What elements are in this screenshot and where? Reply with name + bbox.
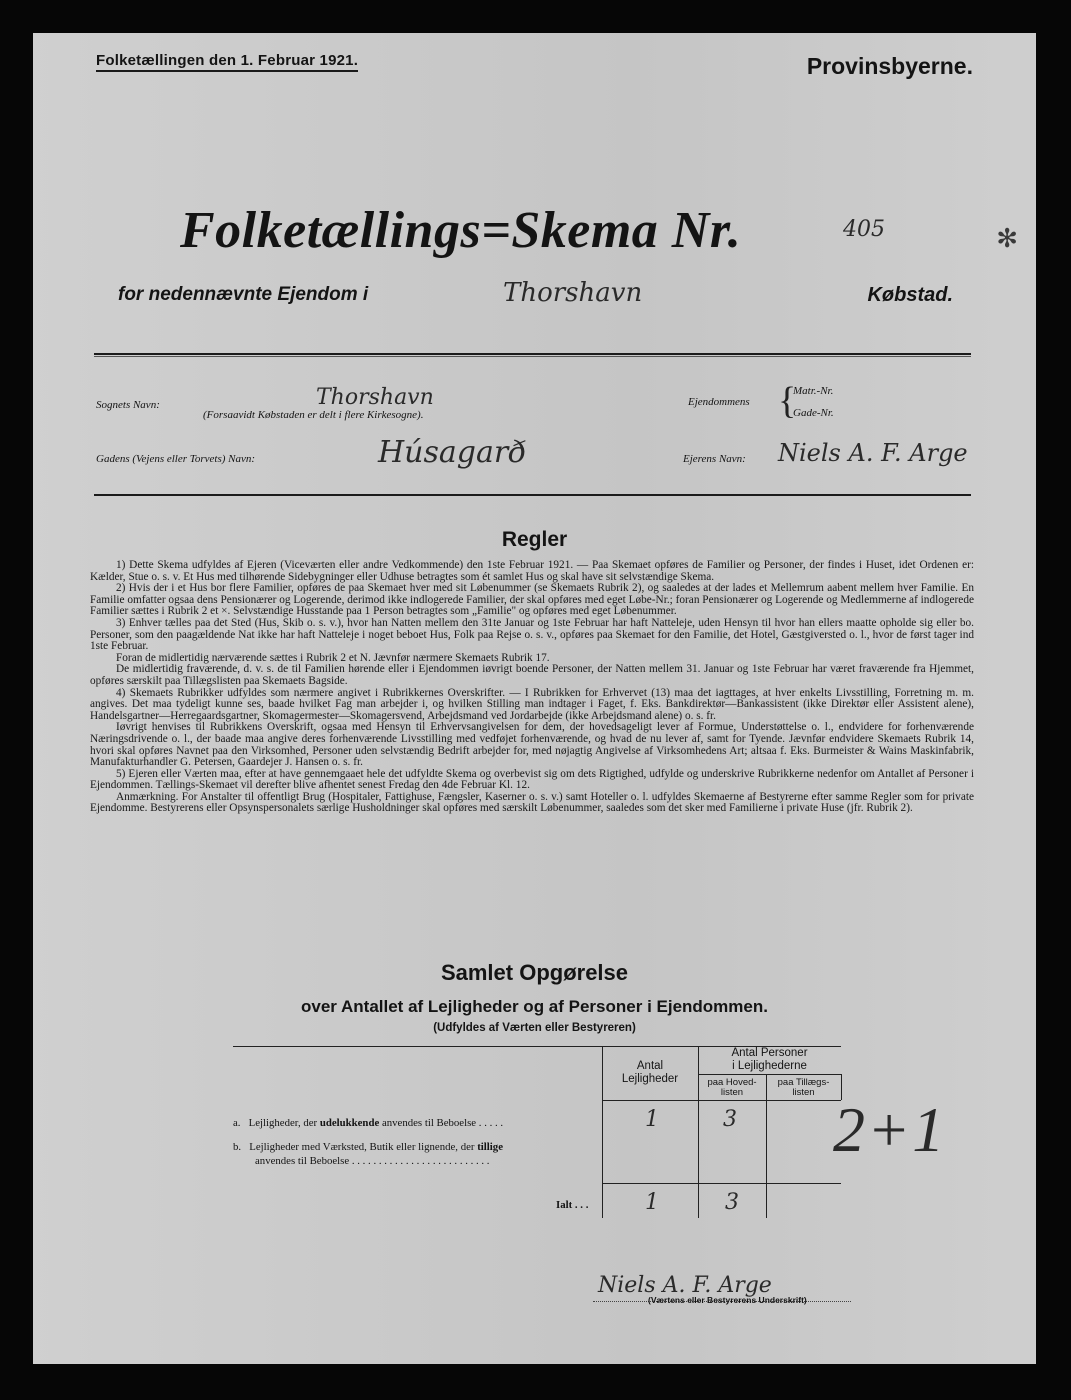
form-title: Folketællings=Skema Nr. [180,202,742,259]
property-brace: { [778,380,797,422]
row-b-text: Lejligheder med Værksted, Butik eller lignende, der [249,1141,478,1153]
rule-paragraph: 1) Dette Skema udfyldes af Ejeren (Viceværten eller andre Vedkommende) den 1ste Februar 1921. — Paa Skemaet opføres de Familier og Personer, der findes i Huset, idet Ordenen er: Kælder, Stue o. s. v. Et Hus med tilhørende Sidebygninger eller Udhuse betragtes som ét samlet Hus og skal have sit selvstændige Skema. [90,559,974,583]
col-header-persons-line1: Antal Personer [731,1047,808,1059]
row-a-main-list-value: 3 [723,1107,737,1132]
col-header-main-list-line1: paa Hoved- [707,1077,757,1088]
parish-label: Sognets Navn: [96,399,160,411]
rule-paragraph: De midlertidig fraværende, d. v. s. de til Familien hørende eller i Ejendommen iøvrigt boende Personer, der Natten mellem 31. Januar og 1ste Februar har været fraværende fra Hjemmet, opføres særskilt paa Tillægslisten paa Skemaets Bagside. [90,663,974,687]
street-handwritten: Húsagarð [378,435,527,470]
row-a-text-end: anvendes til Beboelse . . . . . [379,1117,504,1129]
summary-note: (Udfyldes af Værten eller Bestyreren) [433,1022,636,1034]
rules-text [90,560,974,815]
census-form-page [33,33,1036,1364]
form-number-handwritten: 405 [843,217,885,242]
rule-paragraph: Iøvrigt henvises til Rubrikkens Overskrift, ogsaa med Hensyn til Erhvervsangivelsen for dem, der hovedsageligt lever af Formue, Understøttelse o. l., endvidere for forhenværende Næringsdrivende o. l., der baade maa angive deres forhenværende Livsstilling med vedføjet forhenværende, og hvad de nu lever af, samt for Tyende. Jævnfør endvidere Skemaets Rubrik 14, hvori skal opføres Navnet paa den Virksomhed, Personer uden selvstændig Bedrift arbejder for, med nøjagtig Angivelse af Virksomhedens Art; altsaa f. Eks. Burmeister & Wains Maskinfabrik, Manufakturhandler G. Petersen, Gaardejer J. Hansen o. s. fr. [90,721,974,769]
property-location-label: for nedennævnte Ejendom i [118,284,369,305]
margin-note-handwritten: 2+1 [833,1094,947,1165]
street-label: Gadens (Vejens eller Torvets) Navn: [96,453,256,465]
rule-paragraph: 3) Enhver tælles paa det Sted (Hus, Skib o. s. v.), hvor han Natten mellem den 31te Januar og 1ste Februar har haft Natteleje, uden Hensyn til hvor han ellers maatte opholde sig eller bo. Personer, som den paagældende Nat ikke har haft Natteleje i noget beboet Hus, Folk paa Rejse o. s. v., opføres paa Skemaet for den Familie, det Hotel, Gæstgiversted o. l., hvor de først tager ind 1ste Februar. [90,616,974,653]
row-b-bold: tillige [477,1141,503,1153]
property-label: Ejendommens [688,396,750,408]
col-header-main-list [698,1078,766,1098]
col-header-apartments-line2: Lejligheder [621,1073,679,1085]
row-a-apartments-value: 1 [645,1107,659,1132]
row-b-text-end: anvendes til Beboelse . . . . . . . . . . . . . . . . . . . . . . . . . . [255,1155,490,1167]
row-a-prefix: a. [233,1117,241,1129]
rule-paragraph: 4) Skemaets Rubrikker udfyldes som nærmere angivet i Rubrikkernes Overskrifter. — I Rubrikken for Erhvervet (13) maa det iagttages, at hver enkelts Livsstilling, Forretning m. m. angives. Det maa tydeligt kunne ses, baade hvilket Fag man arbejder i, og hvilken Stilling man indtager i Faget, f. Eks. Bankdirektør—Bankassistent (ikke Direktør eller Assistent alene), Handelsgartner—Herregaardsgartner, Skomagermester—Skomagersvend, Arbejdsmand ved Jordarbejde (ikke Arbejdsmand alene) o. s. fr. [90,686,974,722]
total-label: Ialt . . . [556,1199,589,1211]
rule-paragraph: Foran de midlertidig nærværende sættes i Rubrik 2 et N. Jævnfør nærmere Skemaets Rubrik 17. [116,651,550,664]
stain-mark: ✻ [996,223,1018,253]
col-header-main-list-line2: listen [720,1087,744,1098]
divider-middle [94,494,971,496]
owner-handwritten: Niels A. F. Arge [778,439,968,467]
col-header-supplement-list [766,1078,841,1098]
col-header-apartments [602,1060,698,1086]
col-header-supplement-list-line2: listen [792,1087,815,1098]
signature-caption: (Værtens eller Bestyrerens Underskrift) [648,1295,807,1305]
divider-top-thin [94,356,971,357]
row-a-label [233,1116,593,1130]
rule-paragraph: 5) Ejeren eller Værten maa, efter at have gennemgaaet hele det udfyldte Skema og overbevist sig om dets Rigtighed, udfylde og underskrive Rubrikkerne nedenfor om Antallet af Personer i Ejendommen. Tællings-Skemaet vil derefter blive afhentet senest Fredag den 4de Februar Kl. 12. [90,767,974,792]
row-b-label [233,1140,601,1168]
table-sub-header-line [698,1074,841,1075]
summary-heading: Samlet Opgørelse [440,960,629,985]
gade-nr-label: Gade-Nr. [793,407,834,419]
owner-label: Ejerens Navn: [683,453,746,465]
rule-paragraph: 2) Hvis der i et Hus bor flere Familier, opføres de paa Skemaet hver med sit Løbenummer (se Skemaets Rubrik 2), og saaledes at der lades et Mellemrum aabent mellem hver Familie. En Familie omfatter ogsaa dens Pensionærer og Logerende, derimod ikke indlogerede Familier, der skal opføres med eget Løbe-Nr.; foran Pensionærer og Logerende og Medlemmerne af indlogerede Familier sættes i Rubrik 2 et ×. Selvstændige Husstande paa 1 Person betragtes som „Familie" og opføres med eget Løbenummer. [90,582,974,618]
total-apartments-value: 1 [645,1190,659,1215]
row-a-bold: udelukkende [319,1117,380,1129]
col-header-supplement-list-line1: paa Tillægs- [777,1077,830,1088]
parish-note: (Forsaavidt Købstaden er delt i flere Kirkesogne). [203,409,424,421]
table-total-line [602,1183,841,1184]
region-header: Provinsbyerne. [806,53,973,79]
divider-top [94,353,971,355]
total-main-list-value: 3 [725,1190,739,1215]
rule-paragraph: Anmærkning. For Anstalter til offentligt Brug (Hospitaler, Fattighuse, Fængsler, Kaserner o. s. v.) samt Hoteller o. l. udfyldes Skemaerne af Bestyrerne efter samme Regler som for private Ejendomme. Bestyrerens eller Opsynspersonalets særlige Husholdninger skal opføres med særskilt Løbenummer, saaledes som det sker med Familierne i private Huse (jfr. Rubrik 2). [90,790,974,815]
row-a-text: Lejligheder, der [248,1117,320,1129]
col-header-persons-line2: i Lejlighederne [732,1060,807,1072]
signature-handwritten: Niels A. F. Arge [598,1273,772,1298]
row-b-prefix: b. [233,1141,242,1153]
parish-handwritten: Thorshavn [316,385,434,410]
kobstad-label: Købstad. [867,284,953,306]
col-header-persons [698,1047,841,1073]
town-handwritten: Thorshavn [503,278,643,308]
rules-heading: Regler [501,528,568,551]
summary-subheading: over Antallet af Lejligheder og af Personer i Ejendommen. [301,997,768,1016]
col-header-apartments-line1: Antal [636,1060,664,1072]
census-date-header: Folketællingen den 1. Februar 1921. [96,52,358,72]
table-header-bottom-line [602,1100,841,1101]
matr-nr-label: Matr.-Nr. [793,385,834,397]
